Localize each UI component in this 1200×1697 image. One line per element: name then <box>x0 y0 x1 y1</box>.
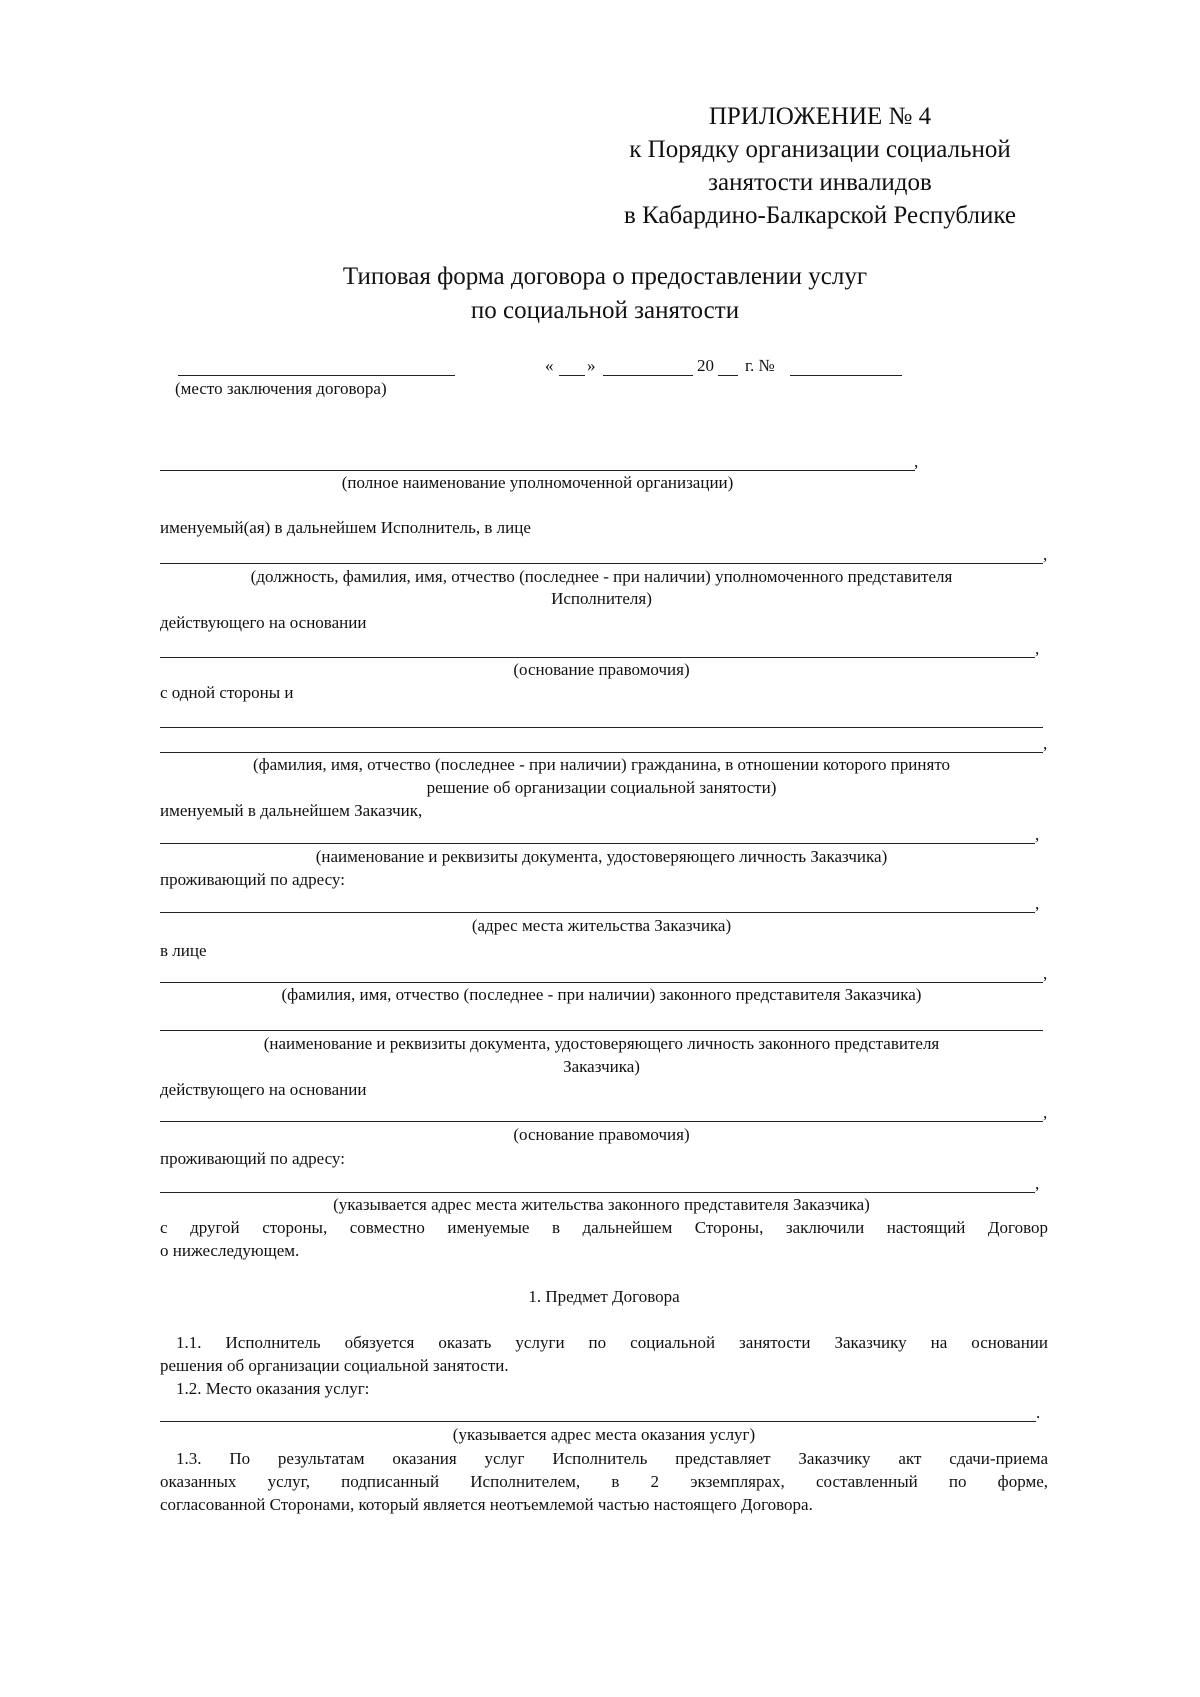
clause-1-1: решения об организации социальной занятости. <box>160 1356 509 1375</box>
comma: , <box>1043 964 1048 983</box>
customer-id-caption: (наименование и реквизиты документа, удостоверяющего личность Заказчика) <box>315 847 888 866</box>
executor-rep-caption: Исполнителя) <box>551 589 652 608</box>
executor-rep-field[interactable] <box>160 563 1043 564</box>
comma: , <box>1043 734 1048 753</box>
one-side-label: с одной стороны и <box>160 683 294 702</box>
executor-rep-caption: (должность, фамилия, имя, отчество (последнее - при наличии) уполномоченного представителя <box>250 567 953 586</box>
citizen-field[interactable] <box>160 752 1043 753</box>
period: . <box>1036 1403 1041 1422</box>
citizen-field[interactable] <box>160 727 1043 728</box>
basis-field[interactable] <box>160 657 1035 658</box>
acting-basis-label: действующего на основании <box>160 613 367 632</box>
document-title: по социальной занятости <box>470 297 740 324</box>
legal-rep-id-caption: (наименование и реквизиты документа, удостоверяющего личность законного представителя <box>263 1034 940 1053</box>
residing-label: проживающий по адресу: <box>160 870 345 889</box>
appendix-number: ПРИЛОЖЕНИЕ № 4 <box>708 103 932 130</box>
clause-1-1: 1.1. Исполнитель обязуется оказать услуги по социальной занятости Заказчику на основании <box>176 1333 1048 1352</box>
citizen-caption: решение об организации социальной занятости) <box>426 778 777 797</box>
legal-rep-address-caption: (указывается адрес места жительства законного представителя Заказчика) <box>333 1195 870 1214</box>
clause-1-3: 1.3. По результатам оказания услуг Исполнитель представляет Заказчику акт сдачи-приема <box>176 1449 1048 1468</box>
document-title: Типовая форма договора о предоставлении услуг <box>342 263 868 290</box>
customer-address-field[interactable] <box>160 912 1035 913</box>
appendix-ref-line: к Порядку организации социальной <box>629 136 1011 163</box>
month-field[interactable] <box>603 375 693 376</box>
comma: , <box>1035 1174 1040 1193</box>
number-label: г. № <box>745 356 775 375</box>
legal-rep-address-field[interactable] <box>160 1192 1035 1193</box>
service-place-field[interactable] <box>160 1421 1036 1422</box>
appendix-ref-line: в Кабардино-Балкарской Республике <box>624 202 1016 229</box>
basis-caption: (основание правомочия) <box>513 1125 690 1144</box>
comma: , <box>914 452 919 471</box>
executor-label: именуемый(ая) в дальнейшем Исполнитель, в лице <box>160 518 531 537</box>
legal-rep-caption: (фамилия, имя, отчество (последнее - при наличии) законного представителя Заказчика) <box>281 985 922 1004</box>
customer-label: именуемый в дальнейшем Заказчик, <box>160 801 423 820</box>
comma: , <box>1043 545 1048 564</box>
year-field[interactable] <box>718 375 738 376</box>
org-name-caption: (полное наименование уполномоченной организации) <box>341 473 734 492</box>
in-person-label: в лице <box>160 941 207 960</box>
comma: , <box>1043 1103 1048 1122</box>
service-place-caption: (указывается адрес места оказания услуг) <box>452 1425 756 1444</box>
legal-rep-id-caption: Заказчика) <box>563 1057 640 1076</box>
other-side-text: о нижеследующем. <box>160 1241 300 1260</box>
citizen-caption: (фамилия, имя, отчество (последнее - при наличии) гражданина, в отношении которого принято <box>252 755 951 774</box>
place-caption: (место заключения договора) <box>175 379 387 398</box>
year-prefix: 20 <box>697 356 714 375</box>
date-open-quote: « <box>545 356 554 375</box>
customer-id-field[interactable] <box>160 843 1035 844</box>
basis-caption: (основание правомочия) <box>513 660 690 679</box>
comma: , <box>1035 639 1040 658</box>
legal-rep-field[interactable] <box>160 982 1043 983</box>
residing-label: проживающий по адресу: <box>160 1149 345 1168</box>
legal-rep-id-field[interactable] <box>160 1030 1043 1031</box>
day-field[interactable] <box>559 375 585 376</box>
appendix-ref-line: занятости инвалидов <box>708 169 932 196</box>
section-heading: 1. Предмет Договора <box>528 1287 680 1306</box>
clause-1-3: оказанных услуг, подписанный Исполнителем, в 2 экземплярах, составленный по форме, <box>160 1472 1048 1491</box>
place-field[interactable] <box>178 375 455 376</box>
other-side-text: с другой стороны, совместно именуемые в дальнейшем Стороны, заключили настоящий Договор <box>160 1218 1048 1237</box>
comma: , <box>1035 894 1040 913</box>
clause-1-2: 1.2. Место оказания услуг: <box>176 1379 370 1398</box>
comma: , <box>1035 825 1040 844</box>
number-field[interactable] <box>790 375 902 376</box>
basis-field[interactable] <box>160 1121 1043 1122</box>
date-close-quote: » <box>587 356 596 375</box>
customer-address-caption: (адрес места жительства Заказчика) <box>471 916 732 935</box>
acting-basis-label: действующего на основании <box>160 1080 367 1099</box>
org-name-field[interactable] <box>160 470 915 471</box>
clause-1-3: согласованной Сторонами, который является неотъемлемой частью настоящего Договора. <box>160 1495 813 1514</box>
